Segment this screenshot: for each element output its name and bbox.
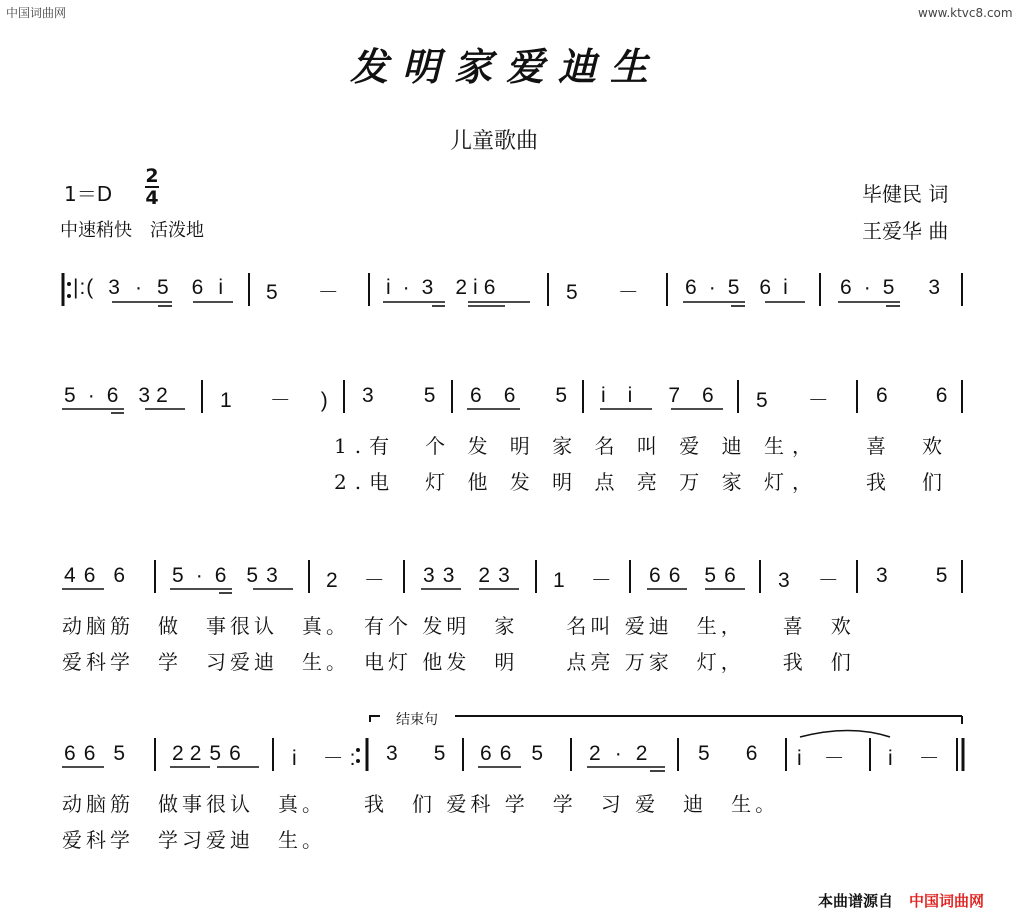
note: 6 [470,384,482,407]
source-footer [818,890,984,911]
note: 3 [421,276,434,299]
note: 3 [266,564,278,587]
note: 5 [566,281,578,304]
note: 6 [191,276,205,299]
note: 5 [246,564,259,587]
note: 6 [499,742,512,765]
watermark-right: www.ktvc8.com [918,6,1013,20]
note: 5 [156,276,170,299]
tempo-marking: 中速稍快 活泼地 [60,220,204,241]
row2-m3 [362,384,435,408]
note: 3 [108,276,121,299]
row3-m7 [778,564,839,594]
note: 5 [555,384,568,407]
note: 6 [480,742,492,765]
note: : [349,747,356,770]
note: 6 [106,384,119,407]
row4-m7 [698,742,757,766]
row2-lyric-verse2: 2.电 灯 他 发 明 点 亮 万 家 灯， 我 们 [334,470,950,494]
note: 2 [455,276,468,299]
song-subtitle: 儿童歌曲 [450,129,539,154]
note: 6 [876,384,888,407]
note: 5 [704,564,717,587]
note: · [708,276,716,299]
note: 5 [882,276,895,299]
row3-m1 [64,564,125,588]
time-signature-bottom: 4 [145,187,159,209]
note: 6 [83,742,96,765]
note: 5 [64,384,76,407]
note: － [317,281,339,304]
note: 5 [698,742,710,765]
note: 6 [503,384,516,407]
row3-lyric-verse1: 动脑筋 做 事很认 真。 有个 发明 家 名叫 爱迪 生， 喜 欢 [62,614,855,638]
note: 2 [589,742,601,765]
note: · [87,384,95,407]
row2-m2 [220,384,328,414]
note: 6 [759,276,772,299]
note: i [386,276,391,299]
note: 3 [498,564,510,587]
note: － [918,747,940,770]
note: 2 [189,742,202,765]
note: 5 [433,742,446,765]
row4-m6 [589,742,647,766]
note: 5 [423,384,436,407]
note: 3 [386,742,398,765]
note: i [783,276,788,299]
row3-m4 [423,564,510,588]
key-signature: 1＝D [64,182,113,206]
note: 6 [83,564,96,587]
source-brand[interactable]: 中国词曲网 [909,892,985,910]
note: － [269,389,291,412]
row3-m3 [326,564,385,594]
note: 5 [266,281,278,304]
note: i [797,747,802,770]
note: 5 [113,742,126,765]
note: 3 [138,384,151,407]
row4-m5 [480,742,543,766]
note: 5 [727,276,740,299]
note: 5 [172,564,184,587]
note: i [888,747,893,770]
note: · [134,276,143,299]
note: 6 [685,276,697,299]
note: 5 [209,742,222,765]
lyricist-credit: 毕健民 词 [862,182,949,206]
note: · [863,276,871,299]
note: 2 [172,742,184,765]
note: 6 [745,742,758,765]
row3-m5 [553,564,612,594]
note: － [363,569,385,592]
note: 3 [778,569,790,592]
note: 5 [531,742,544,765]
note: 2 [635,742,648,765]
note: 3 [423,564,435,587]
row1-m2 [266,276,339,306]
note: 5 [756,389,768,412]
note: 6 [214,564,227,587]
note: － [590,569,612,592]
note: 5 [935,564,948,587]
note: 6 [724,564,736,587]
composer-credit: 王爱华 曲 [862,219,949,243]
note: 6 [64,742,76,765]
row1-m5 [685,276,788,300]
ending-label: 结束句 [396,712,438,728]
note: 2 [156,384,168,407]
row4-m9 [888,742,940,772]
note: · [402,276,410,299]
row1-notes [73,276,224,300]
note: 6 [229,742,241,765]
row4-m3 [292,742,356,772]
note: i [601,384,606,407]
note: － [823,747,845,770]
song-title: 发明家爱迪生 [350,44,663,89]
note: 6 [649,564,661,587]
note: － [807,389,829,412]
watermark-left: 中国词曲网 [6,6,67,20]
note: ) [320,389,328,412]
note: 1 [220,389,232,412]
note: 3 [876,564,888,587]
note: 2 [326,569,338,592]
note: 6 [840,276,852,299]
note: 3 [362,384,374,407]
note: 4 [64,564,76,587]
row4-m4 [386,742,445,766]
row2-m6 [756,384,829,414]
row4-m1 [64,742,125,766]
row2-m4 [470,384,567,408]
row1-m3 [386,276,495,300]
row3-m6 [649,564,736,588]
note: 2 [478,564,491,587]
row3-m8 [876,564,947,588]
row4-lyric-verse2: 爱科学 学习爱迪 生。 [62,828,326,852]
row4-m8 [797,742,845,772]
note: 6 [113,564,126,587]
note: i [627,384,633,407]
note: 3 [928,276,941,299]
note: － [322,747,344,770]
note: 6 [935,384,948,407]
note: 7 [668,384,681,407]
note: |:( [73,276,95,299]
row1-m6 [840,276,940,300]
note: · [195,564,203,587]
note: 6 [702,384,714,407]
note: i [218,276,225,299]
row2-m5 [601,384,714,408]
note: 6 [483,276,496,299]
note: 3 [442,564,455,587]
note: 6 [668,564,681,587]
row2-lyric-verse1: 1.有 个 发 明 家 名 叫 爱 迪 生， 喜 欢 [334,434,950,458]
source-prefix: 本曲谱源自 [818,892,894,910]
row1-m4 [566,276,639,306]
note: i [292,747,297,770]
row4-lyric-verse1: 动脑筋 做事很认 真。 我 们 爱科 学 学 习 爱 迪 生。 [62,792,780,816]
note: － [617,281,639,304]
row2-m1 [64,384,168,408]
note: · [614,742,622,765]
row3-lyric-verse2: 爱科学 学 习爱迪 生。 电灯 他发 明 点亮 万家 灯， 我 们 [62,650,855,674]
row4-m2 [172,742,241,766]
note: 1 [553,569,565,592]
time-signature-top: 2 [145,165,159,187]
row2-m7 [876,384,947,408]
row3-m2 [172,564,278,588]
note: － [817,569,839,592]
note: i [473,276,478,299]
